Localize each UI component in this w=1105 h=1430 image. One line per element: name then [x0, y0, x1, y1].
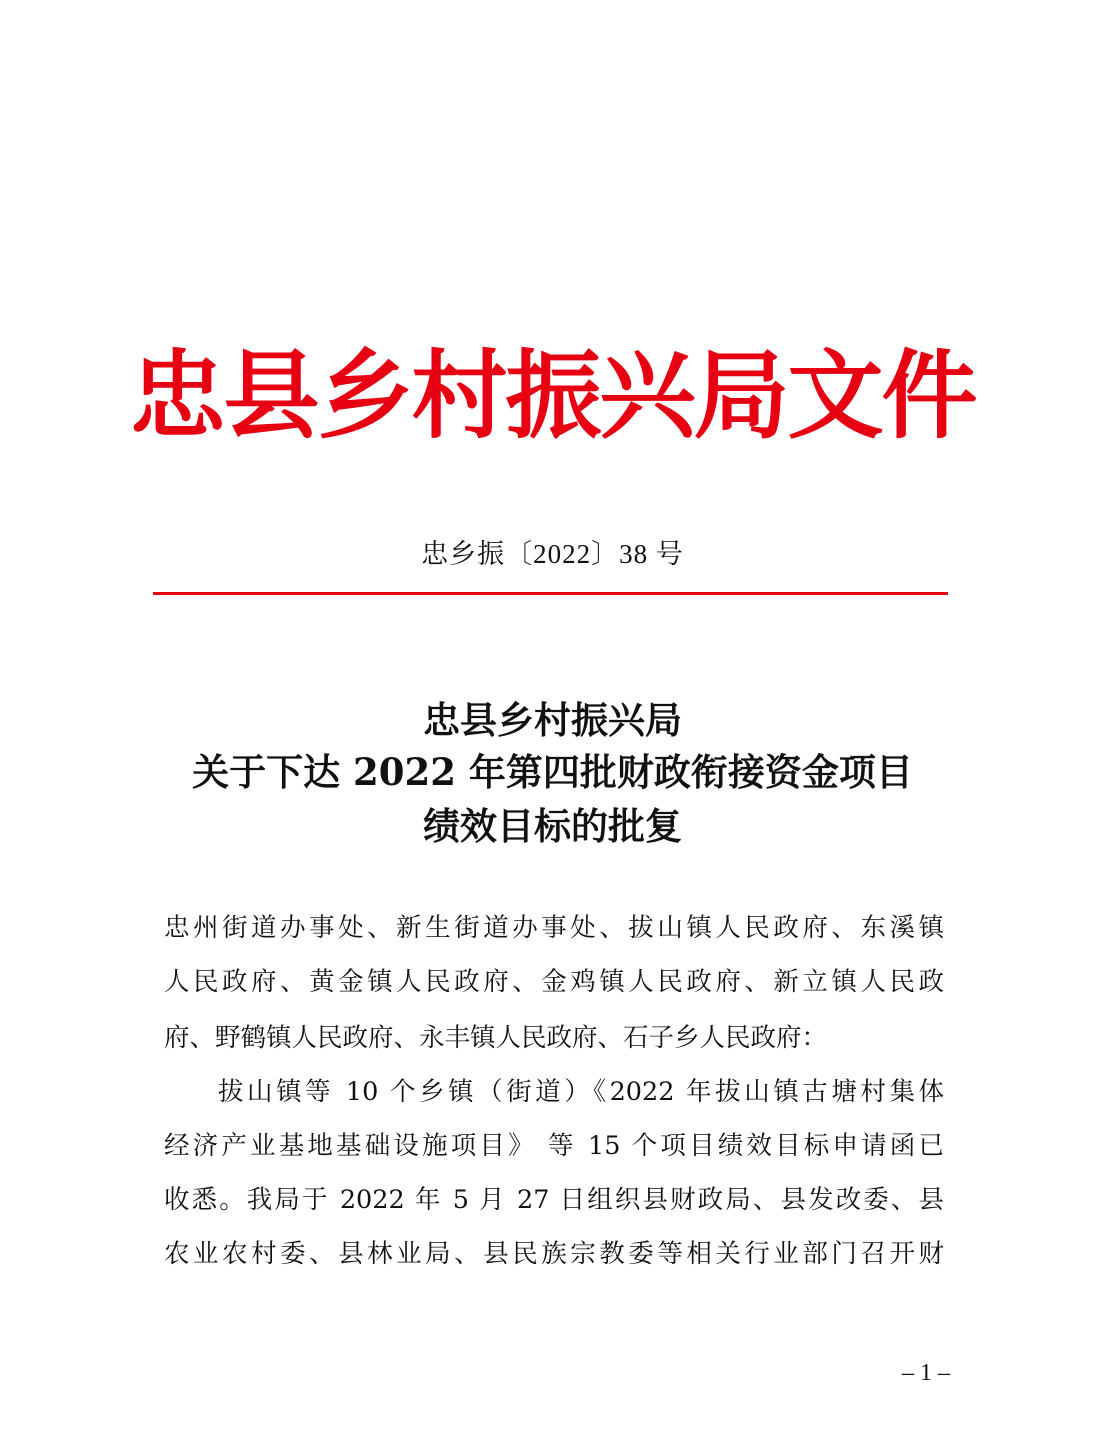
document-title-line-1: 忠县乡村振兴局: [423, 698, 682, 742]
body-text-line: 拔山镇等 10 个乡镇（街道）《2022 年拔山镇古塘村集体: [218, 1077, 944, 1107]
body-text-line: 忠州街道办事处、新生街道办事处、拔山镇人民政府、东溪镇: [164, 913, 944, 943]
body-text-line: 府、野鹤镇人民政府、永丰镇人民政府、石子乡人民政府：: [164, 1023, 828, 1053]
body-text-line: 经济产业基地基础设施项目》 等 15 个项目绩效目标申请函已: [164, 1131, 944, 1161]
red-divider-line: [153, 592, 948, 595]
page-number: – 1 –: [902, 1360, 950, 1386]
body-text-line: 收悉。我局于 2022 年 5 月 27 日组织县财政局、县发改委、县: [164, 1185, 944, 1215]
body-text-line: 人民政府、黄金镇人民政府、金鸡镇人民政府、新立镇人民政: [164, 967, 944, 997]
document-title-line-2: 关于下达 2022 年第四批财政衔接资金项目: [192, 750, 913, 794]
document-number: 忠乡振〔2022〕38 号: [421, 539, 684, 569]
document-title-line-3: 绩效目标的批复: [423, 804, 682, 848]
document-masthead: 忠县乡村振兴局文件: [129, 338, 976, 452]
body-text-line: 农业农村委、县林业局、县民族宗教委等相关行业部门召开财: [164, 1239, 944, 1269]
